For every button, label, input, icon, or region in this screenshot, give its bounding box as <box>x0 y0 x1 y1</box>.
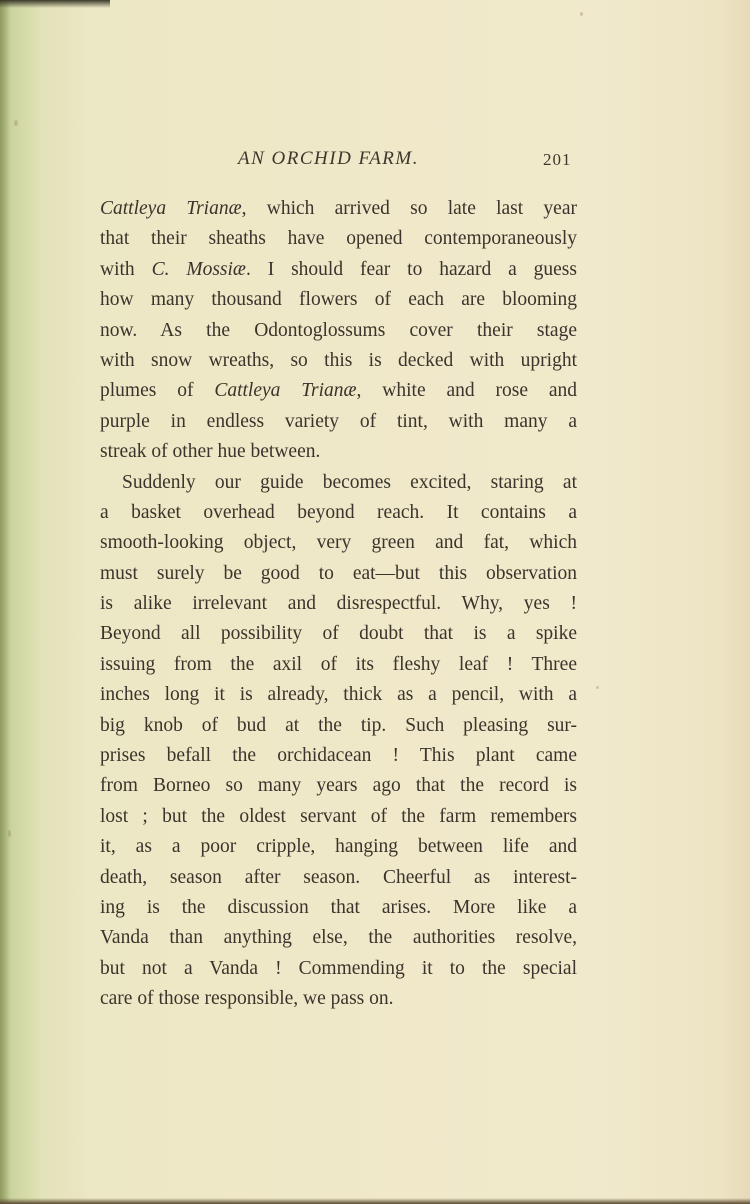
text-run: issuing from the axil of its fleshy leaf ! Three <box>100 653 577 675</box>
text-line <box>100 559 577 589</box>
text-run: , white and rose and <box>356 380 577 402</box>
text-run: purple in endless variety of tint, with many a <box>100 410 577 432</box>
text-line <box>100 619 577 649</box>
text-line <box>100 437 577 467</box>
text-run: care of those responsible, we pass on. <box>100 988 394 1010</box>
text-line <box>100 893 577 923</box>
text-line <box>100 316 577 346</box>
text-run: big knob of bud at the tip. Such pleasing sur- <box>100 714 577 736</box>
page-number: 201 <box>543 150 572 169</box>
text-line <box>100 984 577 1014</box>
text-run: lost ; but the oldest servant of the farm remembers <box>100 805 577 827</box>
text-line <box>100 863 577 893</box>
text-line <box>100 255 577 285</box>
text-run: is alike irrelevant and disrespectful. Why, yes ! <box>100 593 577 615</box>
text-line <box>100 802 577 832</box>
text-run: smooth-looking object, very green and fat, which <box>100 532 577 554</box>
italic-text: Cattleya Trianæ <box>214 380 357 402</box>
text-run: that their sheaths have opened contemporaneously <box>100 228 577 250</box>
text-run: inches long it is already, thick as a pencil, with a <box>100 684 577 706</box>
text-run: must surely be good to eat—but this observation <box>100 562 577 584</box>
foxing-spot <box>596 686 599 689</box>
text-run: how many thousand flowers of each are blooming <box>100 289 577 311</box>
text-line <box>100 954 577 984</box>
body-text <box>100 194 577 1015</box>
text-run: with snow wreaths, so this is decked with upright <box>100 349 577 371</box>
text-line <box>100 528 577 558</box>
foxing-spot <box>580 12 583 16</box>
text-run: Suddenly our guide becomes excited, staring at <box>122 471 577 493</box>
text-line <box>100 680 577 710</box>
page-header <box>0 148 750 178</box>
text-run: plumes of <box>100 380 215 402</box>
text-run: prises befall the orchidacean ! This plant came <box>100 745 577 767</box>
text-line <box>100 771 577 801</box>
text-run: Vanda than anything else, the authorities resolve, <box>100 927 577 949</box>
text-line <box>100 194 577 224</box>
text-run: but not a Vanda ! Commending it to the special <box>100 957 577 979</box>
text-run: ing is the discussion that arises. More like a <box>100 896 577 918</box>
italic-text: Cattleya Trianæ <box>100 198 242 219</box>
text-line <box>100 498 577 528</box>
text-run: Beyond all possibility of doubt that is a spike <box>100 623 577 645</box>
text-run: a basket overhead beyond reach. It contains a <box>100 501 577 523</box>
text-line <box>100 407 577 437</box>
text-run: now. As the Odontoglossums cover their stage <box>100 319 577 341</box>
text-run: with <box>100 258 152 280</box>
text-line <box>100 589 577 619</box>
page-top-shadow <box>0 0 110 8</box>
text-line <box>100 711 577 741</box>
text-line <box>100 741 577 771</box>
text-line <box>100 346 577 376</box>
text-run: , which arrived so late last year <box>241 198 577 219</box>
text-run: death, season after season. Cheerful as interest- <box>100 866 577 888</box>
text-run: . I should fear to hazard a guess <box>245 258 577 280</box>
text-run: from Borneo so many years ago that the record is <box>100 775 577 797</box>
text-line <box>100 224 577 254</box>
text-line <box>100 285 577 315</box>
foxing-spot <box>14 120 18 126</box>
text-line <box>100 376 577 406</box>
text-line <box>100 468 577 498</box>
text-run: it, as a poor cripple, hanging between life and <box>100 836 577 858</box>
foxing-spot <box>8 830 11 837</box>
text-run: streak of other hue between. <box>100 441 321 463</box>
running-title: AN ORCHID FARM. <box>238 148 419 169</box>
text-line <box>100 923 577 953</box>
page-bottom-edge <box>0 1198 750 1204</box>
text-line <box>100 650 577 680</box>
text-line <box>100 832 577 862</box>
italic-text: C. Mossiæ <box>151 258 246 280</box>
